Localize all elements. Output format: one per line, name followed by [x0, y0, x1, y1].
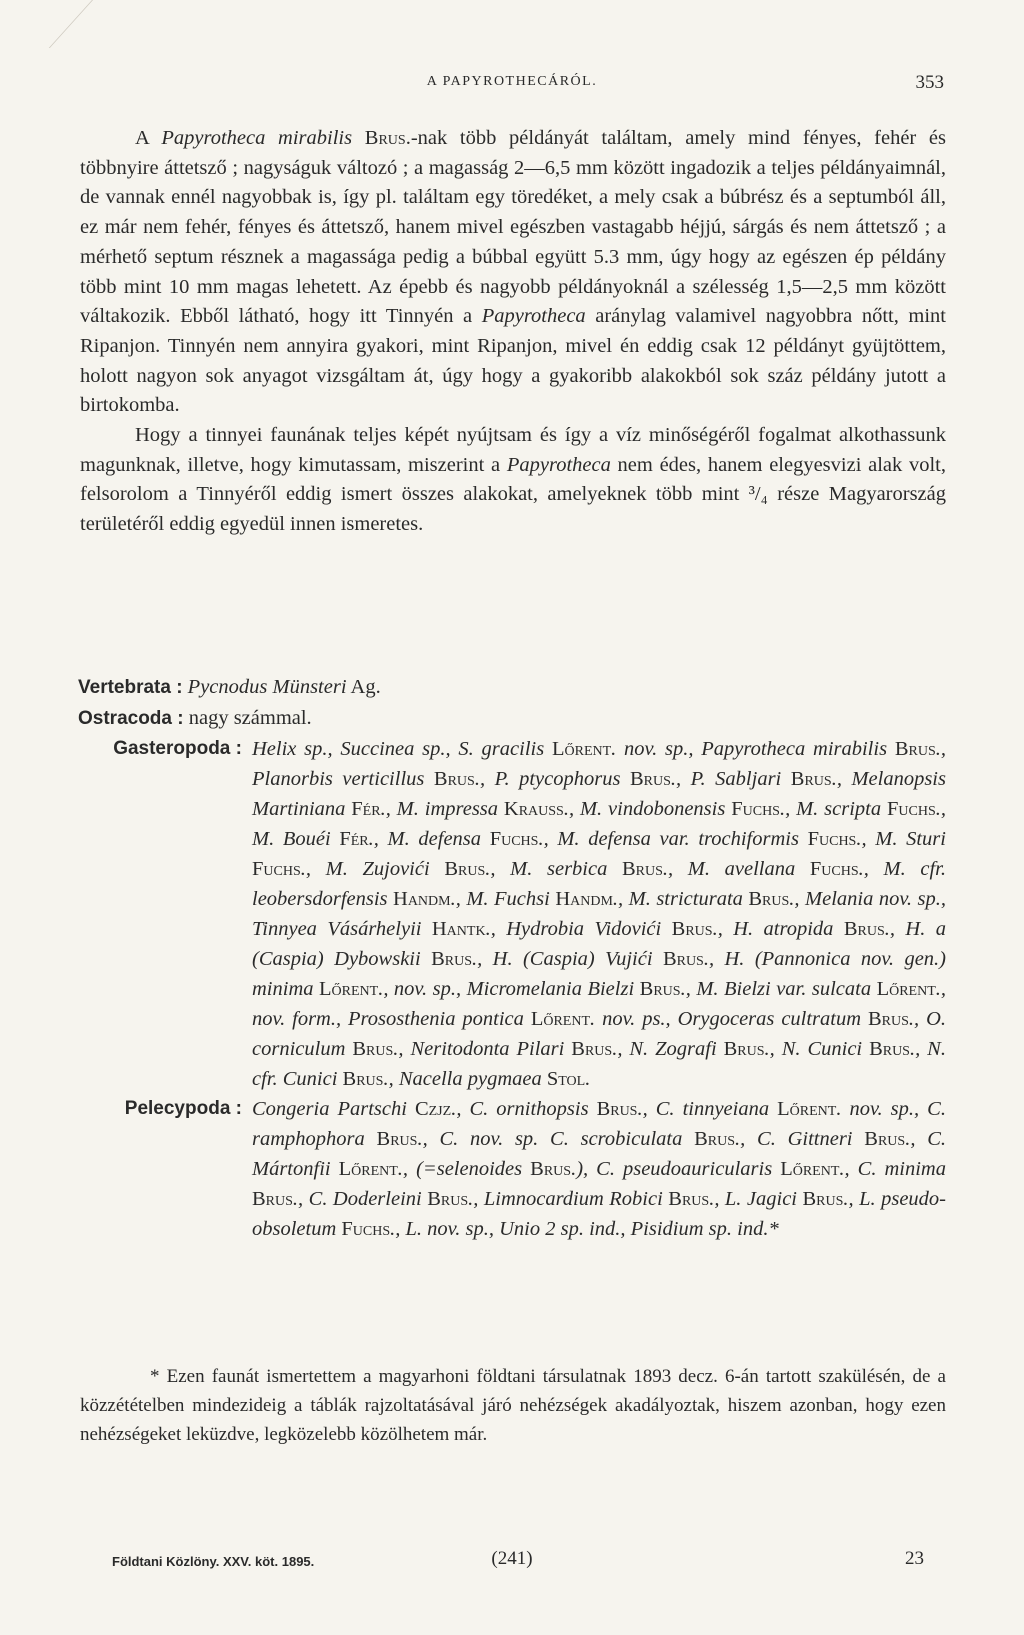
- author-abbrev: Brus: [352, 1038, 394, 1060]
- author-abbrev: Brus: [571, 1038, 613, 1060]
- author-abbrev: Brus: [433, 768, 475, 790]
- paragraph-fauna-intro: [80, 421, 946, 540]
- text-run: ., L. nov. sp., Unio 2 sp. ind., Pisidium sp. ind.*: [390, 1218, 779, 1240]
- taxon-content: [184, 707, 312, 729]
- text-run: ., L. Jagici: [709, 1188, 803, 1210]
- taxon-row-ostracoda: [78, 703, 946, 734]
- text-run: ., H. a (Caspia) Dybowskii: [252, 918, 946, 970]
- text-run: ., O. corniculum: [252, 1008, 946, 1060]
- text-run: ., M. Sturi: [856, 828, 946, 850]
- text-run: ., M. vindobonensis: [563, 798, 732, 820]
- author-abbrev: Brus: [864, 1128, 906, 1150]
- taxon-row-vertebrata: [78, 672, 946, 703]
- author-abbrev: Brus: [376, 1128, 418, 1150]
- italic-text: Pycnodus Münsteri: [187, 676, 347, 698]
- text-run: ., Melanopsis Martiniana: [252, 768, 946, 820]
- text-run: ., nov. form., Prososthenia pontica: [252, 978, 947, 1030]
- footnote: * Ezen faunát ismertettem a magyarhoni földtani társulatnak 1893 decz. 6-án tartott szakülésén, de a közzétételben mindezideig a táblák rajzoltatásával járó nehézségek akadályoztak, hiszem azonban, hogy ezen nehézségeket leküzdve, legközelebb közölhetem már.: [80, 1366, 946, 1445]
- text-run: ., C. minima: [839, 1158, 946, 1180]
- text-run: ., N. Cunici: [764, 1038, 870, 1060]
- author-abbrev: Brus: [662, 948, 704, 970]
- text-run: ., P. ptycophorus: [474, 768, 630, 790]
- author-abbrev: Brus: [748, 888, 790, 910]
- author-abbrev: Brus: [843, 918, 885, 940]
- text-run: ., M. Fuchsi: [450, 888, 556, 910]
- text-run: ., L. pseudo-obsoletum: [252, 1188, 947, 1240]
- text-run: ., C. ornithopsis: [451, 1098, 597, 1120]
- author-abbrev: Handm: [555, 888, 613, 910]
- text-run: ., M. serbica: [485, 858, 622, 880]
- text-run: Helix sp., Succinea sp., S. gracilis: [252, 738, 552, 760]
- author-abbrev: Fuchs: [886, 798, 936, 820]
- text-run: ., M. Bouéi: [252, 798, 946, 850]
- text-run: ., C. Gittneri: [735, 1128, 865, 1150]
- text-run: ., M. avellana: [662, 858, 810, 880]
- text-run: .-nak több példányát találtam, amely mind fényes, fehér és többnyire áttetsző ; nagyságuk változó ; a magasság 2—6,5 mm között ingadozik a teljes példányaimnál, de vannak ennél nagyobbak is, így pl. találtam egy töredéket, a mely csak a búbrész és a septumból áll, ez már nem fehér, fényes és áttetsző, hanem mivel egészben vastagabb héjjú, sárgás és nem áttetsző ; a mérhető septum résznek a magassága pedig a búbbal együtt 5.3 mm, úgy hogy az egészen ép példány több mint 10 mm magas lehetett. Az épebb és nagyobb példányoknál a szélesség 1,5—2,5 mm között váltakozik. Ebből látható, hogy itt Tinnyén a: [80, 127, 946, 328]
- text-run: ., M. impressa: [380, 798, 504, 820]
- text-run: nem édes, hanem elegyesvizi alak volt, felsorolom a Tinnyéről eddig ismert összes alakokat, amelyeknek több mint ³/₄ része Magyarország területéről eddig egyedül innen ismeretes.: [80, 453, 946, 536]
- text-run: ., N. Zografi: [612, 1038, 724, 1060]
- text-run: ., P. Sabljari: [670, 768, 791, 790]
- author-abbrev: Brus: [252, 1188, 293, 1210]
- text-run: ., M. defensa: [368, 828, 490, 850]
- author-abbrev: Fér: [351, 798, 381, 820]
- text-run: ., (=selenoides: [397, 1158, 531, 1180]
- text-run: nagy számmal.: [183, 707, 312, 729]
- journal-citation: Földtani Közlöny. XXV. köt. 1895.: [112, 1554, 315, 1569]
- author-abbrev: Brus: [723, 1038, 765, 1060]
- author-abbrev: Brus: [427, 1188, 469, 1210]
- text-run: aránylag valamivel nagyobbra nőtt, mint Ripanjon. Tinnyén nem annyira gyakori, mint Ripanjon, mivel én eddig csak 12 példányt gyüjtöttem, holott nagyon sok anyagot vizsgáltam át, úgy hogy a gyakoribb alakokból sok száz példány jutott a birtokomba.: [80, 305, 946, 417]
- paragraph-papyrotheca: [80, 124, 946, 421]
- text-run: . nov. sp., Papyrotheca mirabilis: [611, 738, 895, 760]
- text-run: ., C. nov. sp. C. scrobiculata: [417, 1128, 695, 1150]
- author-abbrev: Hantk: [431, 918, 486, 940]
- author-abbrev: Brus: [530, 1158, 572, 1180]
- author-abbrev: Brus: [790, 768, 832, 790]
- author-abbrev: Brus: [639, 978, 681, 1000]
- author-abbrev: Brus: [802, 1188, 844, 1210]
- text-run: Hogy a tinnyei faunának teljes képét nyújtsam és így a víz minőségéről fogalmat alkothassunk magunknak, illetve, hogy kimutassam, miszerint a: [80, 424, 946, 476]
- text-run: ., C. Doderleini: [292, 1188, 428, 1210]
- sheet-number: 23: [905, 1548, 924, 1569]
- page-footer: [0, 1548, 1024, 1578]
- italic-text: Papyrotheca: [506, 453, 611, 476]
- italic-text: Papyrotheca mirabilis: [161, 127, 353, 149]
- author-abbrev: Fuchs: [807, 828, 857, 850]
- taxon-group-label: Ostracoda :: [78, 708, 184, 729]
- author-abbrev: Fuchs: [489, 828, 539, 850]
- text-run: .: [585, 1068, 591, 1090]
- author-abbrev: Lőrent: [876, 978, 936, 1000]
- author-abbrev: Brus: [444, 858, 486, 880]
- text-run: ., M. scripta: [779, 798, 887, 820]
- taxon-group-label: Pelecypoda :: [124, 1098, 242, 1119]
- taxon-group-label: Vertebrata :: [78, 677, 183, 698]
- author-abbrev: Lőrent: [530, 1008, 591, 1030]
- author-abbrev: Lőrent: [338, 1158, 398, 1180]
- running-head: A PAPYROTHECÁRÓL.: [426, 74, 598, 89]
- author-abbrev: Stol: [546, 1068, 586, 1090]
- text-run: .), C. pseudoauricularis: [571, 1158, 781, 1180]
- author-abbrev: Brus: [694, 1128, 736, 1150]
- text-run: ., H. (Caspia) Vujići: [472, 948, 663, 970]
- text-run: ., H. (Pannonica nov. gen.) minima: [252, 948, 946, 1000]
- text-run: ., nov. sp., Micromelania Bielzi: [378, 978, 640, 1000]
- author-abbrev: Krauss: [503, 798, 564, 820]
- text-run: ., M. defensa var. trochiformis: [538, 828, 808, 850]
- author-abbrev: Lőrent: [780, 1158, 840, 1180]
- italic-text: Papyrotheca: [481, 305, 586, 328]
- original-page-number: (241): [491, 1548, 533, 1569]
- text-run: . nov. ps., Orygoceras cultratum: [590, 1008, 868, 1030]
- author-abbrev: Brus: [671, 918, 713, 940]
- author-abbrev: Fuchs: [731, 798, 780, 820]
- author-abbrev: Brus: [668, 1188, 710, 1210]
- text-run: ., N. cfr. Cunici: [252, 1038, 946, 1090]
- author-abbrev: Fuchs: [341, 1218, 391, 1240]
- text-run: ., M. Zujovići: [300, 858, 445, 880]
- taxon-group-label: Gasteropoda :: [113, 738, 242, 759]
- author-abbrev: Lőrent: [777, 1098, 837, 1120]
- taxon-content: [183, 676, 381, 698]
- text-run: ., Limnocardium Robici: [468, 1188, 669, 1210]
- taxa-list: [78, 672, 946, 1244]
- author-abbrev: Czjz: [414, 1098, 452, 1120]
- author-abbrev: Brus: [431, 948, 472, 970]
- author-abbrev: Lőrent: [551, 738, 612, 760]
- text-run: ., M. stricturata: [612, 888, 749, 910]
- author-abbrev: Fuchs: [252, 858, 301, 880]
- author-abbrev: Handm: [393, 888, 451, 910]
- text-run: Congeria Partschi: [252, 1098, 415, 1120]
- text-run: ., H. atropida: [712, 918, 844, 940]
- text-run: ., Hydrobia Vidovići: [485, 918, 672, 940]
- author-abbrev: Fér: [339, 828, 369, 850]
- author-abbrev: Brus: [869, 1038, 910, 1060]
- text-run: ., Neritodonta Pilari: [393, 1038, 572, 1060]
- text-run: ., Planorbis verticillus: [252, 738, 946, 790]
- author-abbrev: Lőrent: [319, 978, 379, 1000]
- text-run: ., M. cfr. leobersdorfensis: [252, 858, 947, 910]
- taxon-species-list: [248, 734, 946, 1094]
- taxon-species-list: [248, 1094, 946, 1244]
- author-abbrev: Fuchs: [809, 858, 859, 880]
- author-abbrev: Brus: [894, 738, 936, 760]
- text-run: [352, 127, 365, 149]
- page-header: [0, 72, 1024, 96]
- text-run: ., M. Bielzi var. sulcata: [680, 978, 877, 1000]
- taxon-row-pelecypoda: [78, 1094, 946, 1244]
- text-run: ., C. tinnyeiana: [637, 1098, 778, 1120]
- corner-fold-mark: [49, 0, 143, 48]
- page-number: 353: [915, 72, 944, 93]
- author-abbrev: Brus: [621, 858, 663, 880]
- text-run: ., Melania nov. sp., Tinnyea Vásárhelyii: [252, 888, 946, 940]
- text-run: Ag.: [346, 676, 381, 698]
- text-run: . nov. sp., C. ramphophora: [252, 1098, 946, 1150]
- author-abbrev: Brus: [596, 1098, 638, 1120]
- author-abbrev: Brus: [629, 768, 671, 790]
- text-run: A: [135, 127, 162, 149]
- author-abbrev: Brus: [364, 127, 406, 149]
- body-text: [80, 124, 946, 540]
- taxon-row-gasteropoda: [78, 734, 946, 1094]
- author-abbrev: Brus: [342, 1068, 384, 1090]
- text-run: ., Nacella pygmaea: [383, 1068, 547, 1090]
- text-run: ., C. Mártonfii: [252, 1128, 946, 1180]
- author-abbrev: Brus: [867, 1008, 909, 1030]
